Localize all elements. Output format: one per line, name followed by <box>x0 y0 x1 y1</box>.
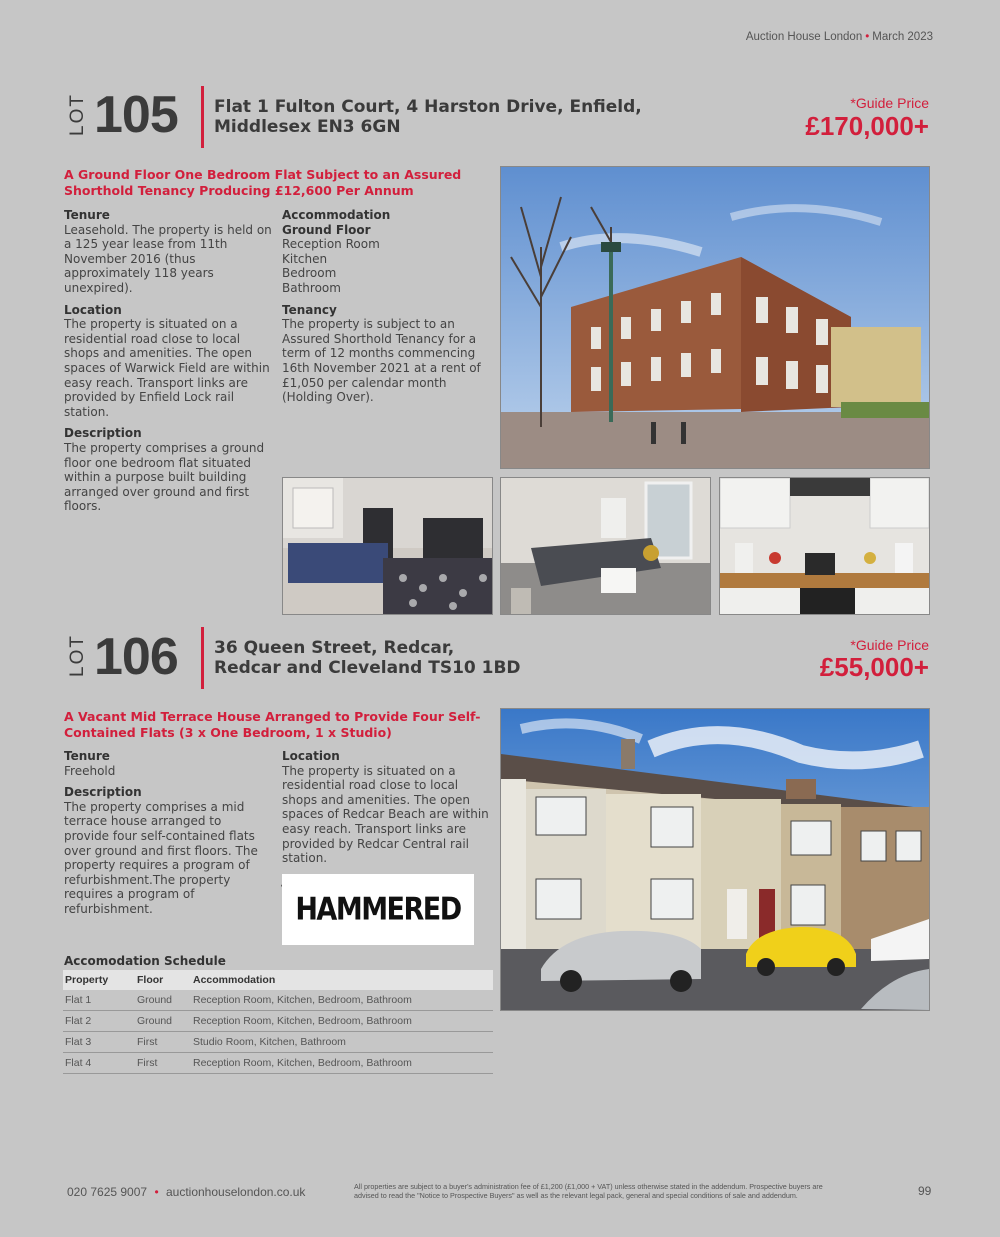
lot-subtitle <box>64 709 494 741</box>
bullet-dot-icon: • <box>865 31 870 43</box>
table-cell: First <box>135 1032 191 1053</box>
table-cell: Flat 4 <box>63 1053 135 1074</box>
subtitle-line-1: A Vacant Mid Terrace House Arranged to Provide Four Self- <box>64 709 481 724</box>
location-text: The property is situated on a residential road close to local shops and amenities. The open spaces of Redcar Beach are within easy reach. Transport links are provided by Redcar Central rail station. <box>282 763 489 866</box>
column-header: Accommodation <box>191 970 493 990</box>
lot-details-left <box>64 208 276 514</box>
location-heading: Location <box>282 749 340 763</box>
table-cell: Reception Room, Kitchen, Bedroom, Bathroom <box>191 1053 493 1074</box>
table-cell: Ground <box>135 990 191 1011</box>
accommodation-item: Bedroom <box>282 266 337 281</box>
lot-number: 105 <box>94 86 178 144</box>
description-heading: Description <box>64 426 142 441</box>
lot-divider <box>201 627 204 689</box>
schedule-table <box>63 970 493 1074</box>
description-text: The property comprises a mid terrace house arranged to provide four self-contained flats over ground and first floors. The property requires a program of refurbishment.The property requires a program of refurbishment. <box>64 799 258 916</box>
page-number: 99 <box>918 1184 932 1198</box>
address-line-1: 36 Queen Street, Redcar, <box>214 638 455 658</box>
bullet-dot-icon: • <box>154 1185 159 1199</box>
address-line-1: Flat 1 Fulton Court, 4 Harston Drive, Enfield, <box>214 97 642 117</box>
tenancy-heading: Tenancy <box>282 302 337 317</box>
guide-price-label: *Guide Price <box>850 95 929 111</box>
column-header: Floor <box>135 970 191 990</box>
accommodation-item: Kitchen <box>282 251 328 266</box>
address-line-2: Redcar and Cleveland TS10 1BD <box>214 658 521 678</box>
exterior-photo <box>500 166 930 469</box>
table-header-row <box>63 970 493 990</box>
table-row <box>63 990 493 1011</box>
table-cell: Flat 3 <box>63 1032 135 1053</box>
lot-label: LOT <box>67 634 88 677</box>
table-row <box>63 1011 493 1032</box>
footer-website[interactable]: auctionhouselondon.co.uk <box>165 1185 306 1199</box>
living-room-photo <box>500 477 711 615</box>
description-text: The property comprises a ground floor one bedroom flat situated within a purpose built building arranged over ground and first floors. <box>64 440 265 514</box>
accommodation-item: Bathroom <box>282 280 341 295</box>
lot-details-right <box>282 749 494 887</box>
lot-address <box>214 638 521 678</box>
footer-contact <box>67 1185 305 1199</box>
guide-price: £170,000+ <box>805 111 929 141</box>
address-line-2: Middlesex EN3 6GN <box>214 117 401 137</box>
hammered-logo-text: HAMMERED <box>295 891 461 928</box>
guide-price: £55,000+ <box>819 652 929 682</box>
lot-details-left <box>64 749 269 917</box>
accommodation-schedule <box>63 970 493 1074</box>
tenure-heading: Tenure <box>64 208 110 222</box>
table-cell: Studio Room, Kitchen, Bathroom <box>191 1032 493 1053</box>
schedule-heading: Accomodation Schedule <box>64 954 226 968</box>
lot-label: LOT <box>67 93 88 136</box>
tenancy-text: The property is subject to an Assured Shorthold Tenancy for a term of 12 months commencing 16th November 2021 at a rent of £1,050 per calendar month (Holding Over). <box>282 317 481 405</box>
subtitle-line-2: Contained Flats (3 x One Bedroom, 1 x Studio) <box>64 725 392 740</box>
column-header: Property <box>63 970 135 990</box>
location-heading: Location <box>64 302 122 317</box>
table-row <box>63 1032 493 1053</box>
tenure-text: Leasehold. The property is held on a 125 year lease from 11th November 2016 (thus approximately 118 years unexpired). <box>64 222 272 295</box>
kitchen-photo <box>719 477 930 615</box>
table-cell: Reception Room, Kitchen, Bedroom, Bathroom <box>191 990 493 1011</box>
location-text: The property is situated on a residential road close to local shops and amenities. The open spaces of Warwick Field are within easy reach. Transport links are provided by Enfield Lock rail station. <box>64 317 270 419</box>
lot-details-right <box>282 208 494 405</box>
lot-subtitle <box>64 167 494 199</box>
guide-price-label: *Guide Price <box>850 637 929 653</box>
lot-number: 106 <box>94 628 178 686</box>
table-cell: Flat 1 <box>63 990 135 1011</box>
page-header <box>746 31 933 43</box>
lot-address <box>214 97 642 137</box>
table-cell: Reception Room, Kitchen, Bedroom, Bathroom <box>191 1011 493 1032</box>
hammered-logo <box>282 874 474 945</box>
accommodation-floor: Ground Floor <box>282 222 371 237</box>
footer-disclaimer: All properties are subject to a buyer's administration fee of £1,200 (£1,000 + VAT) unless otherwise stated in the addendum. Prospective buyers are advised to read the "Notice to Prospective Buyers" as well as the relevant legal pack, general and special conditions of sale and addendum. <box>354 1182 823 1200</box>
description-heading: Description <box>64 785 142 800</box>
issue-date: March 2023 <box>872 31 933 43</box>
accommodation-item: Reception Room <box>282 237 380 252</box>
subtitle-line-1: A Ground Floor One Bedroom Flat Subject to an Assured <box>64 167 462 182</box>
bedroom-photo <box>282 477 493 615</box>
tenure-heading: Tenure <box>64 749 110 763</box>
table-cell: Flat 2 <box>63 1011 135 1032</box>
footer-phone: 020 7625 9007 <box>67 1185 148 1199</box>
table-cell: First <box>135 1053 191 1074</box>
terrace-exterior-photo <box>500 708 930 1011</box>
table-cell: Ground <box>135 1011 191 1032</box>
lot-divider <box>201 86 204 148</box>
subtitle-line-2: Shorthold Tenancy Producing £12,600 Per Annum <box>64 183 414 198</box>
tenure-text: Freehold <box>64 763 116 778</box>
accommodation-heading: Accommodation <box>282 208 391 222</box>
table-row <box>63 1053 493 1074</box>
publisher-name: Auction House London <box>745 31 863 43</box>
